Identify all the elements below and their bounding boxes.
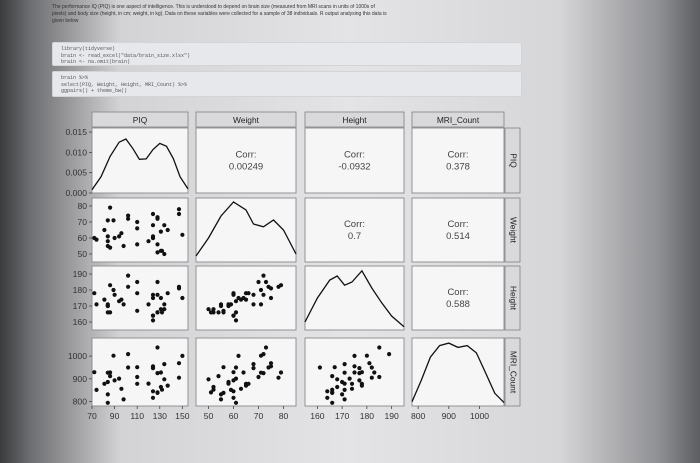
scatter-point: [352, 364, 356, 368]
scatter-point: [226, 382, 230, 386]
scatter-point: [155, 310, 159, 314]
scatter-point: [106, 218, 110, 222]
y-tick-label: 0.000: [65, 188, 87, 198]
scatter-point: [113, 378, 117, 382]
scatter-point: [180, 354, 184, 358]
scatter-point: [256, 375, 260, 379]
panel-piq-mri_count: [412, 128, 504, 193]
scatter-point: [348, 377, 352, 381]
scatter-point: [151, 212, 155, 216]
y-tick-label: 80: [77, 201, 87, 211]
scatter-point: [259, 302, 263, 306]
strip-label-piq: PIQ: [132, 115, 148, 125]
scatter-point: [234, 310, 238, 314]
scatter-point: [180, 296, 184, 300]
scatter-point: [151, 234, 155, 238]
scatter-point: [264, 280, 268, 284]
scatter-point: [135, 382, 139, 386]
scatter-point: [159, 296, 163, 300]
strip-label-height: Height: [508, 285, 519, 311]
scatter-point: [343, 397, 347, 401]
scatter-point: [261, 274, 265, 278]
x-tick-label: 60: [228, 411, 239, 421]
scatter-point: [108, 283, 112, 287]
scatter-point: [155, 293, 159, 297]
scatter-point: [231, 396, 235, 400]
scatter-point: [94, 238, 98, 242]
scatter-point: [357, 378, 361, 382]
scatter-point: [166, 228, 170, 232]
scatter-point: [219, 304, 223, 308]
x-tick-label: 170: [334, 411, 350, 421]
scatter-point: [108, 374, 112, 378]
scatter-point: [343, 388, 347, 392]
scatter-point: [151, 366, 155, 370]
corr-label: Corr:: [343, 149, 366, 161]
scatter-point: [135, 375, 139, 379]
scatter-point: [146, 239, 150, 243]
y-tick-label: 1000: [67, 351, 87, 362]
scatter-point: [236, 354, 240, 358]
scatter-point: [343, 382, 347, 386]
scatter-point: [162, 223, 166, 227]
scatter-point: [333, 365, 337, 369]
scatter-point: [151, 314, 155, 318]
scatter-point: [251, 362, 255, 366]
scatter-point: [350, 382, 354, 386]
scatter-point: [229, 302, 233, 306]
scatter-point: [106, 401, 110, 405]
x-tick-label: 800: [410, 411, 426, 421]
scatter-point: [166, 291, 170, 295]
scatter-point: [177, 212, 181, 216]
code-line: brain %>%: [61, 75, 89, 81]
code-line: brain <- read_excel("data/brain_size.xlsx"): [61, 52, 191, 59]
scatter-point: [266, 285, 270, 289]
scatter-point: [151, 389, 155, 393]
scatter-point: [155, 280, 159, 284]
scatter-point: [216, 310, 220, 314]
x-tick-label: 80: [278, 411, 289, 421]
y-tick-label: 50: [77, 249, 87, 259]
scatter-point: [244, 382, 248, 386]
scatter-point: [106, 234, 110, 238]
scatter-point: [325, 396, 329, 400]
panel-piq-height: [305, 128, 404, 193]
y-tick-label: 0.005: [65, 167, 87, 178]
panel-piq-weight: [196, 128, 296, 193]
corr-label: Corr:: [343, 219, 366, 230]
scatter-point: [117, 299, 121, 303]
scatter-point: [251, 366, 255, 370]
strip-label-weight: Weight: [233, 115, 259, 125]
scatter-point: [113, 236, 117, 240]
y-tick-label: 180: [72, 285, 87, 295]
scatter-point: [269, 296, 273, 300]
scatter-point: [330, 374, 334, 378]
x-tick-label: 70: [87, 411, 97, 421]
x-tick-label: 50: [203, 411, 214, 421]
scatter-point: [155, 345, 159, 349]
scatter-point: [126, 365, 130, 369]
scatter-point: [177, 286, 181, 290]
scatter-point: [377, 345, 381, 349]
scatter-point: [387, 352, 391, 356]
scatter-point: [117, 377, 121, 381]
x-tick-label: 180: [359, 411, 375, 421]
scatter-point: [135, 280, 139, 284]
scatter-point: [370, 365, 374, 369]
scatter-point: [94, 302, 98, 306]
scatter-point: [352, 370, 356, 374]
panel-mri_count-mri_count: [412, 338, 504, 406]
panel-height-piq: [92, 266, 188, 330]
scatter-point: [377, 375, 381, 379]
scatter-point: [221, 310, 225, 314]
x-tick-label: 160: [310, 411, 325, 421]
scatter-point: [135, 365, 139, 369]
scatter-point: [135, 242, 139, 246]
x-tick-label: 150: [175, 411, 190, 421]
scatter-point: [219, 397, 223, 401]
x-tick-label: 1000: [469, 411, 490, 421]
corr-value: 0.7: [347, 231, 362, 242]
scatter-point: [264, 345, 268, 349]
scatter-point: [256, 280, 260, 284]
scatter-point: [209, 390, 213, 394]
y-tick-label: 70: [77, 217, 87, 227]
scatter-point: [234, 299, 238, 303]
scatter-point: [234, 377, 238, 381]
panel-weight-height: [305, 198, 404, 262]
scatter-point: [106, 304, 110, 308]
scatter-point: [234, 365, 238, 369]
corr-label: Corr:: [447, 287, 469, 298]
scatter-point: [146, 382, 150, 386]
scatter-point: [108, 370, 112, 374]
scatter-point: [106, 239, 110, 243]
corr-value: 0.378: [446, 161, 470, 173]
scatter-point: [159, 230, 163, 234]
scatter-point: [119, 387, 123, 391]
scatter-point: [372, 370, 376, 374]
scatter-point: [126, 352, 130, 356]
x-tick-label: 110: [130, 411, 145, 421]
code-line: library(tidyverse): [61, 46, 116, 52]
scatter-point: [177, 207, 181, 211]
scatter-point: [231, 291, 235, 295]
y-tick-label: 0.015: [65, 127, 87, 138]
scatter-point: [162, 302, 166, 306]
scatter-point: [350, 387, 354, 391]
scatter-point: [155, 217, 159, 221]
intro-line: given below: [52, 18, 79, 24]
panel-weight-mri_count: [412, 198, 504, 262]
scatter-point: [151, 293, 155, 297]
panel-height-height: [305, 266, 404, 330]
corr-label: Corr:: [235, 149, 257, 161]
x-tick-label: 130: [152, 411, 167, 421]
scatter-point: [126, 214, 130, 218]
scatter-point: [113, 293, 117, 297]
scatter-point: [151, 396, 155, 400]
y-tick-label: 170: [72, 301, 87, 311]
scatter-point: [269, 361, 273, 365]
scatter-point: [166, 384, 170, 388]
panel-weight-weight: [196, 198, 296, 262]
scatter-point: [126, 285, 130, 289]
code-line: ggpairs() + theme_bw(): [61, 88, 128, 94]
y-tick-label: 800: [72, 396, 87, 407]
scatter-point: [151, 318, 155, 322]
corr-label: Corr:: [447, 219, 469, 230]
y-tick-label: 0.010: [65, 147, 87, 158]
scatter-point: [325, 389, 329, 393]
intro-line: The performance IQ (PIQ) is one aspect of intelligence. This is understood to depend on brain size (measured from MRI scans in units of 1000s of: [52, 4, 375, 10]
y-tick-label: 60: [77, 233, 87, 243]
scatter-point: [318, 365, 322, 369]
strip-label-mri_count: MRI_Count: [508, 350, 519, 394]
scatter-point: [343, 371, 347, 375]
scatter-point: [111, 218, 115, 222]
strip-label-piq: PIQ: [508, 153, 519, 168]
scatter-point: [160, 249, 164, 253]
scatter-point: [106, 392, 110, 396]
x-tick-label: 900: [441, 411, 456, 421]
scatter-point: [92, 370, 96, 374]
scatter-point: [108, 246, 112, 250]
scatter-point: [244, 298, 248, 302]
code-line: brain <- na.omit(brain): [61, 59, 131, 65]
x-tick-label: 90: [109, 411, 120, 421]
scatter-point: [108, 310, 112, 314]
scatter-point: [239, 298, 243, 302]
y-tick-label: 160: [72, 317, 87, 327]
scatter-point: [177, 361, 181, 365]
scatter-point: [135, 220, 139, 224]
scatter-point: [229, 388, 233, 392]
scatter-point: [219, 392, 223, 396]
scatter-point: [259, 288, 263, 292]
intro-line: pixels) and body size (height, in cm; weight, in kg). Data on these variables were collected for a sample of 38 individuals. R output analysing this data is: [52, 11, 387, 17]
scatter-point: [102, 228, 106, 232]
scatter-point: [155, 250, 159, 254]
scatter-point: [357, 366, 361, 370]
scatter-point: [111, 288, 115, 292]
scatter-point: [234, 318, 238, 322]
scatter-point: [102, 382, 106, 386]
scatter-point: [360, 382, 364, 386]
scatter-point: [122, 244, 126, 248]
scatter-point: [234, 401, 238, 405]
strip-label-height: Height: [342, 115, 367, 125]
corr-value: 0.588: [446, 299, 470, 310]
scatter-point: [352, 354, 356, 358]
scatter-point: [259, 354, 263, 358]
y-tick-label: 900: [72, 373, 87, 384]
scatter-point: [365, 354, 369, 358]
scatter-point: [162, 362, 166, 366]
x-tick-label: 70: [253, 411, 264, 421]
scatter-point: [360, 370, 364, 374]
scatter-point: [259, 371, 263, 375]
scatter-point: [122, 302, 126, 306]
scatter-point: [221, 365, 225, 369]
scatter-point: [279, 370, 283, 374]
scatter-point: [135, 226, 139, 230]
scatter-point: [246, 291, 250, 295]
scatter-point: [279, 283, 283, 287]
corr-value: 0.00249: [228, 161, 264, 173]
scatter-point: [162, 377, 166, 381]
code-line: select(PIQ, Weight, Height, MRI_Count) %>%: [61, 81, 188, 88]
scatter-point: [335, 385, 339, 389]
x-tick-label: 190: [384, 411, 399, 421]
scatter-point: [241, 370, 245, 374]
scatter-point: [146, 302, 150, 306]
scatter-point: [239, 387, 243, 391]
scatter-point: [94, 388, 98, 392]
scatter-point: [367, 361, 371, 365]
scatter-point: [340, 392, 344, 396]
scatter-point: [266, 365, 270, 369]
scatter-point: [251, 293, 255, 297]
scatter-point: [151, 223, 155, 227]
scatter-point: [231, 370, 235, 374]
corr-value: -0.0932: [338, 161, 371, 173]
scatter-point: [330, 401, 334, 405]
scatter-point: [160, 388, 164, 392]
scatter-point: [330, 390, 334, 394]
scatter-point: [155, 390, 159, 394]
scatter-point: [160, 310, 164, 314]
scatter-point: [251, 302, 255, 306]
scatter-point: [135, 291, 139, 295]
corr-value: 0.514: [446, 231, 470, 242]
scatter-point: [108, 206, 112, 210]
scatter-point: [177, 376, 181, 380]
scatter-point: [102, 298, 106, 302]
scatter-point: [343, 362, 347, 366]
scatter-point: [155, 242, 159, 246]
scatter-point: [209, 310, 213, 314]
strip-label-mri_count: MRI_Count: [436, 115, 480, 125]
scatter-point: [276, 376, 280, 380]
scatter-point: [117, 234, 121, 238]
corr-label: Corr:: [447, 149, 469, 161]
panel-height-mri_count: [412, 266, 504, 330]
scatter-point: [111, 354, 115, 358]
scatter-point: [135, 309, 139, 313]
scatter-point: [122, 397, 126, 401]
scatter-point: [370, 376, 374, 380]
scatter-point: [206, 377, 210, 381]
scatter-point: [92, 291, 96, 295]
y-tick-label: 190: [72, 269, 87, 279]
scatter-point: [216, 374, 220, 378]
scatter-point: [155, 371, 159, 375]
scatter-point: [261, 293, 265, 297]
scatter-point: [180, 233, 184, 237]
scatter-point: [126, 274, 130, 278]
scatter-point: [335, 377, 339, 381]
strip-label-weight: Weight: [508, 217, 519, 243]
